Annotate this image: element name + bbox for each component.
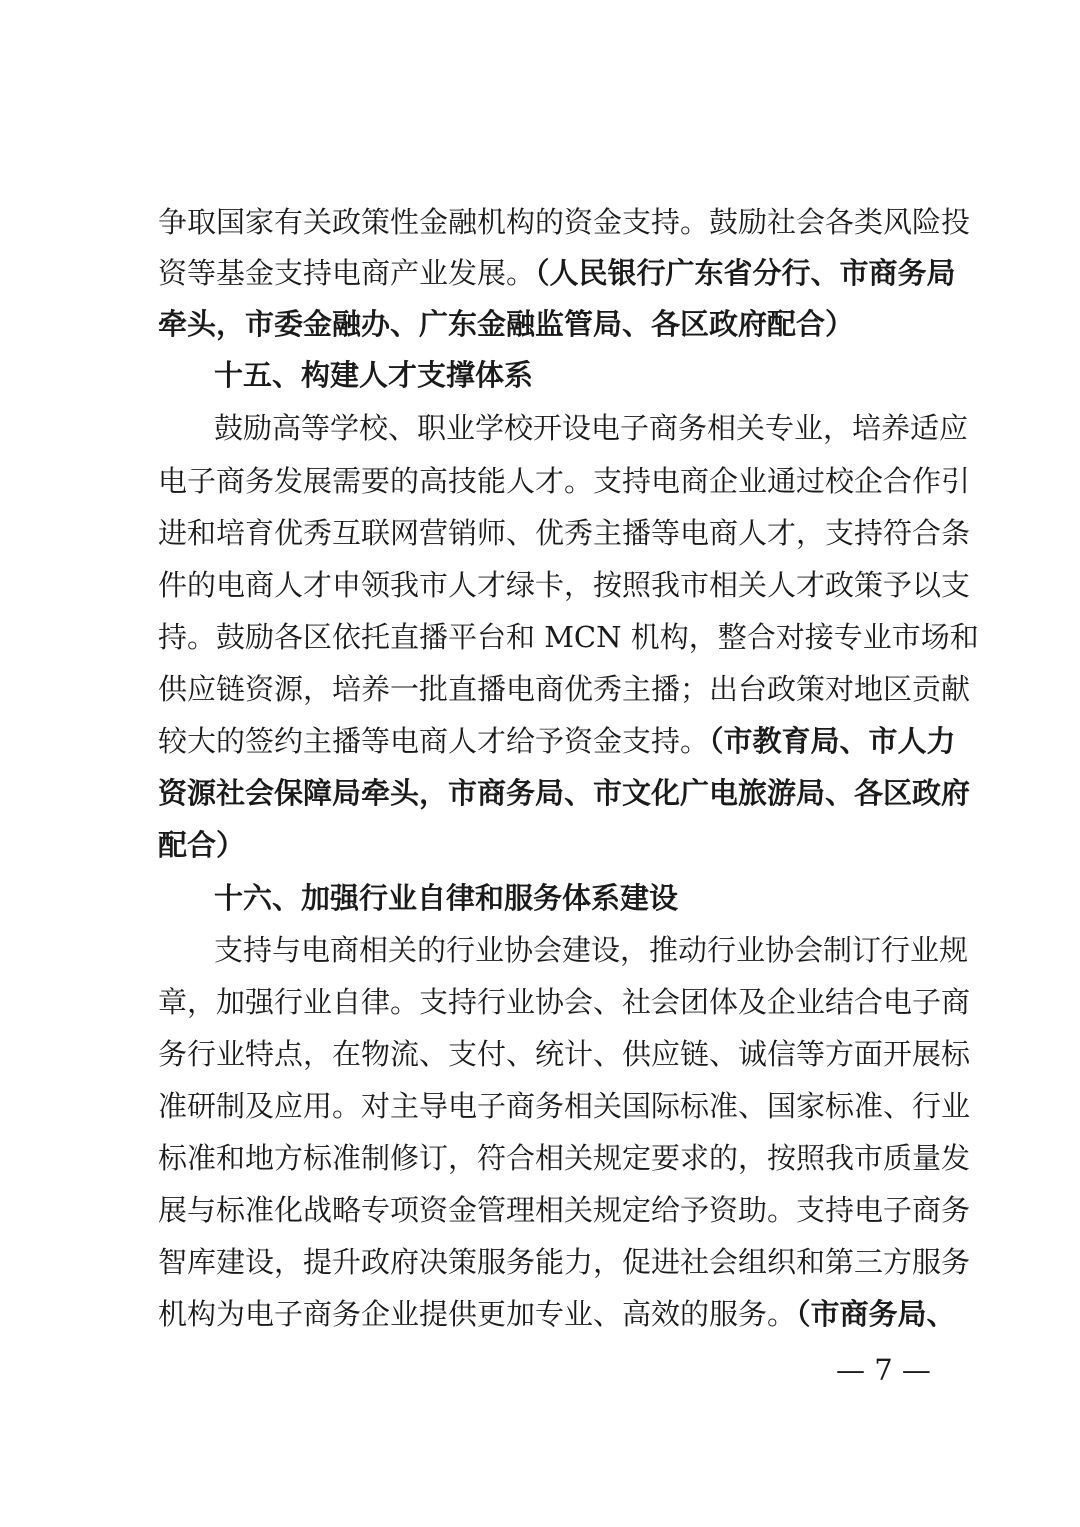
text-segment: 务行业特点，在物流、支付、统计、供应链、诚信等方面开展标 [158, 1037, 971, 1071]
responsible-parties-text: （人民银行广东省分行、市商务局 [535, 256, 956, 290]
text-segment: 智库建设，提升政府决策服务能力，促进社会组织和第三方服务 [158, 1245, 971, 1279]
text-line-9 [158, 611, 979, 663]
page-number: — 7 — [836, 1353, 931, 1387]
text-segment: 供应链资源，培养一批直播电商优秀主播；出台政策对地区贡献 [158, 672, 971, 706]
text-segment: 准研制及应用。对主导电子商务相关国际标准、国家标准、行业 [158, 1089, 971, 1123]
text-line-15 [214, 924, 969, 976]
text-line-2 [158, 247, 956, 299]
text-line-13 [158, 819, 944, 871]
text-segment: 较大的签约主播等电商人才给予资金支持。 [158, 724, 710, 758]
text-segment: 资等基金支持电商产业发展。 [158, 256, 536, 290]
responsible-parties-text: 牵头，市委金融办、广东金融监管局、各区政府配合） [158, 307, 855, 341]
text-line-6 [158, 455, 971, 507]
text-line-11 [158, 715, 956, 767]
text-line-20 [158, 1184, 971, 1236]
section-heading-15 [214, 349, 944, 401]
text-segment: 机构为电子商务企业提供更加专业、高效的服务。 [158, 1297, 797, 1331]
text-line-21 [158, 1236, 971, 1288]
text-segment: 进和培育优秀互联网营销师、优秀主播等电商人才，支持符合条 [158, 516, 971, 550]
text-segment: 持。鼓励各区依托直播平台和 MCN 机构，整合对接专业市场和 [158, 620, 979, 654]
text-segment: 展与标准化战略专项资金管理相关规定给予资助。支持电子商务 [158, 1193, 971, 1227]
responsible-parties-text: （市教育局、市人力 [709, 724, 956, 758]
text-line-1 [158, 196, 971, 248]
text-line-8 [158, 559, 971, 611]
text-segment: 争取国家有关政策性金融机构的资金支持。鼓励社会各类风险投 [158, 205, 971, 239]
responsible-parties-text: 配合） [158, 828, 246, 862]
text-line-19 [158, 1132, 971, 1184]
text-segment: 章，加强行业自律。支持行业协会、社会团体及企业结合电子商 [158, 985, 971, 1019]
text-segment: 电子商务发展需要的高技能人才。支持电商企业通过校企合作引 [158, 464, 971, 498]
text-segment: 件的电商人才申领我市人才绿卡，按照我市相关人才政策予以支 [158, 568, 971, 602]
text-line-3 [158, 298, 944, 350]
section-heading-text: 十五、构建人才支撑体系 [214, 358, 534, 392]
text-line-16 [158, 976, 971, 1028]
text-line-17 [158, 1028, 971, 1080]
text-line-22 [158, 1288, 956, 1340]
section-heading-16 [214, 872, 944, 924]
text-line-5 [214, 402, 969, 454]
text-line-10 [158, 663, 971, 715]
text-line-18 [158, 1080, 971, 1132]
section-heading-text: 十六、加强行业自律和服务体系建设 [214, 881, 679, 915]
responsible-parties-text: 资源社会保障局牵头，市商务局、市文化广电旅游局、各区政府 [158, 776, 971, 810]
text-segment: 支持与电商相关的行业协会建设，推动行业协会制订行业规 [214, 933, 969, 967]
text-segment: 标准和地方标准制修订，符合相关规定要求的，按照我市质量发 [158, 1141, 971, 1175]
text-segment: 鼓励高等学校、职业学校开设电子商务相关专业，培养适应 [214, 411, 969, 445]
text-line-7 [158, 507, 971, 559]
responsible-parties-text: （市商务局、 [796, 1297, 956, 1331]
text-line-12 [158, 767, 971, 819]
